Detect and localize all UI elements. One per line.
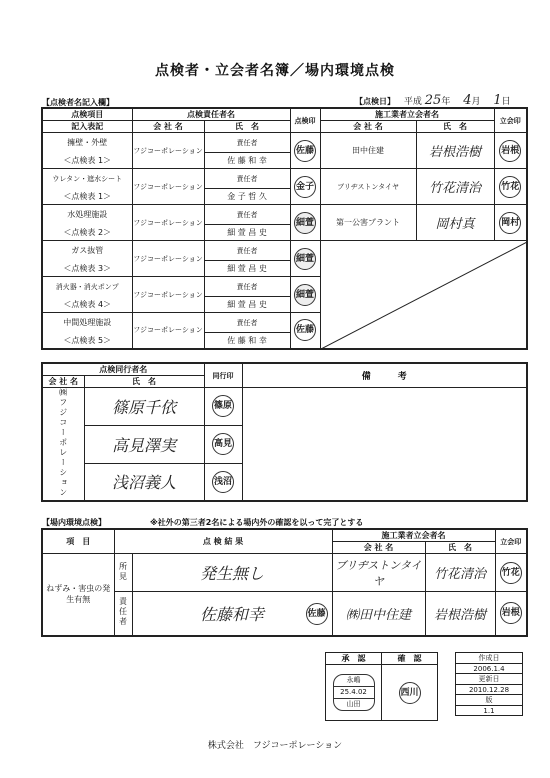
env-company: ブリヂストンタイヤ (332, 554, 425, 592)
env-header-name: 氏 名 (425, 542, 495, 554)
seal-icon: 細萱 (294, 284, 316, 306)
row-name: 佐 藤 和 幸 (204, 333, 290, 349)
header-c-company: 会 社 名 (320, 121, 416, 133)
date-day: 1 (493, 93, 502, 108)
row-seal (290, 133, 320, 169)
created-label: 作成日 (456, 653, 523, 664)
approve-header: 承 認 (326, 653, 382, 665)
row-c-name: 岡村真 (416, 205, 494, 241)
companion-table (41, 362, 528, 502)
companion-seal (204, 388, 242, 426)
seal-icon: 細萱 (294, 212, 316, 234)
row-role: 責任者 (204, 133, 290, 153)
env-header-result: 点 検 結 果 (114, 529, 332, 554)
row-item: ウレタン・遮水シート (42, 169, 132, 189)
seal-icon: 竹花 (500, 562, 522, 584)
header-responsible: 点検責任者名 (132, 108, 290, 121)
row-company: フジコーポレーション (132, 169, 204, 205)
doc-info-table (455, 652, 523, 716)
env-section-label: 【場内環境点検】 (42, 518, 106, 527)
companion-company: ㈱フジコーポレーション (42, 388, 84, 502)
seal-icon: 佐藤 (306, 603, 328, 625)
row-seal (290, 277, 320, 313)
seal-icon: 浅沼 (212, 471, 234, 493)
env-header-seal: 立会印 (495, 529, 527, 554)
row-name: 細 萱 昌 史 (204, 261, 290, 277)
row-role: 責任者 (204, 313, 290, 333)
seal-icon: 篠原 (212, 395, 234, 417)
footer-company: 株式会社 フジコーポレーション (207, 741, 343, 751)
seal-icon: 竹花 (499, 176, 521, 198)
env-note: ※社外の第三者2名による場内外の確認を以って完了とする (150, 518, 364, 527)
companion-seal-header: 同行印 (204, 363, 242, 388)
row-c-seal (494, 205, 527, 241)
row-form: ＜点検表 4＞ (42, 297, 132, 313)
approval-table (325, 652, 438, 721)
row-role: 責任者 (204, 205, 290, 225)
env-header-item: 項 目 (42, 529, 114, 554)
version-value: 1.1 (456, 706, 523, 716)
remarks-area (242, 388, 527, 502)
row-form: ＜点検表 3＞ (42, 261, 132, 277)
env-header-company: 会 社 名 (332, 542, 425, 554)
env-header-contractor: 施工業者立会者名 (332, 529, 495, 542)
env-table (41, 528, 528, 637)
seal-icon: 岡村 (499, 212, 521, 234)
header-item: 点検項目 (42, 108, 132, 121)
companion-company-header: 会 社 名 (42, 376, 84, 388)
date-stamp-icon: 永嶋 25.4.02 山田 (333, 674, 375, 711)
header-form: 記入表記 (42, 121, 132, 133)
seal-icon: 佐藤 (294, 140, 316, 162)
companion-header: 点検同行者名 (42, 363, 204, 376)
seal-icon: 高見 (212, 433, 234, 455)
header-seal: 点検印 (290, 108, 320, 133)
row-form: ＜点検表 1＞ (42, 189, 132, 205)
env-company: ㈱田中住建 (332, 592, 425, 636)
inspector-section-label: 【点検者名記入欄】 (42, 98, 114, 107)
header-contractor: 施工業者立会者名 (320, 108, 494, 121)
env-result: 発生無し (132, 554, 332, 592)
row-company: フジコーポレーション (132, 133, 204, 169)
header-name: 氏 名 (204, 121, 290, 133)
date-year: 25 (424, 93, 442, 108)
row-item: 擁壁・外壁 (42, 133, 132, 153)
row-c-seal (494, 133, 527, 169)
header-c-name: 氏 名 (416, 121, 494, 133)
row-form: ＜点検表 5＞ (42, 333, 132, 349)
companion-seal (204, 463, 242, 501)
version-label: 版 (456, 695, 523, 706)
row-company: フジコーポレーション (132, 277, 204, 313)
row-c-company: 田中住建 (320, 133, 416, 169)
diagonal-strike-icon (321, 241, 528, 349)
env-result: 佐藤和幸 佐藤 (132, 592, 332, 636)
env-seal (495, 554, 527, 592)
env-item: ねずみ・害虫の発生有無 (42, 554, 114, 636)
page-title: 点検者・立会者名簿／場内環境点検 (155, 63, 395, 79)
row-company: フジコーポレーション (132, 205, 204, 241)
companion-seal (204, 425, 242, 463)
seal-icon: 佐藤 (294, 319, 316, 341)
companion-name: 浅沼義人 (84, 463, 204, 501)
row-item: 水処理施設 (42, 205, 132, 225)
row-role: 責任者 (204, 169, 290, 189)
updated-label: 更新日 (456, 674, 523, 685)
date-month: 4 (463, 93, 472, 108)
env-name: 竹花清治 (425, 554, 495, 592)
seal-icon: 金子 (294, 176, 316, 198)
inspector-table (41, 107, 528, 350)
row-role: 責任者 (204, 241, 290, 261)
row-form: ＜点検表 2＞ (42, 225, 132, 241)
row-company: フジコーポレーション (132, 241, 204, 277)
row-company: フジコーポレーション (132, 313, 204, 349)
inspection-date: 【点検日】 平成 25年 4月 1日 (355, 93, 511, 108)
row-item: 中間処理施設 (42, 313, 132, 333)
row-role: 責任者 (204, 277, 290, 297)
seal-icon: 岩根 (500, 602, 522, 624)
header-witness-seal: 立会印 (494, 108, 527, 133)
row-item: 消火器・消火ポンプ (42, 277, 132, 297)
row-seal (290, 169, 320, 205)
row-name: 細 萱 昌 史 (204, 225, 290, 241)
remarks-header: 備 考 (242, 363, 527, 388)
row-c-company: 第一公害プラント (320, 205, 416, 241)
env-seal (495, 592, 527, 636)
row-c-name: 竹花清治 (416, 169, 494, 205)
env-role: 責任者 (114, 592, 132, 636)
seal-icon: 細萱 (294, 248, 316, 270)
row-c-company: ブリヂストンタイヤ (320, 169, 416, 205)
row-form: ＜点検表 1＞ (42, 153, 132, 169)
created-value: 2006.1.4 (456, 664, 523, 674)
row-item: ガス抜管 (42, 241, 132, 261)
row-name: 佐 藤 和 幸 (204, 153, 290, 169)
approve-stamp (326, 665, 382, 721)
row-c-name: 岩根浩樹 (416, 133, 494, 169)
row-seal (290, 205, 320, 241)
companion-name: 高見澤実 (84, 425, 204, 463)
seal-icon: 西川 (399, 682, 421, 704)
confirm-header: 確 認 (382, 653, 438, 665)
header-company: 会 社 名 (132, 121, 204, 133)
companion-name-header: 氏 名 (84, 376, 204, 388)
crossed-out-area (320, 241, 527, 349)
row-name: 金 子 哲 久 (204, 189, 290, 205)
confirm-stamp (382, 665, 438, 721)
updated-value: 2010.12.28 (456, 685, 523, 695)
row-seal (290, 241, 320, 277)
env-name: 岩根浩樹 (425, 592, 495, 636)
row-seal (290, 313, 320, 349)
companion-name: 篠原千依 (84, 388, 204, 426)
row-c-seal (494, 169, 527, 205)
env-role: 所見 (114, 554, 132, 592)
seal-icon: 岩根 (499, 140, 521, 162)
row-name: 細 萱 昌 史 (204, 297, 290, 313)
